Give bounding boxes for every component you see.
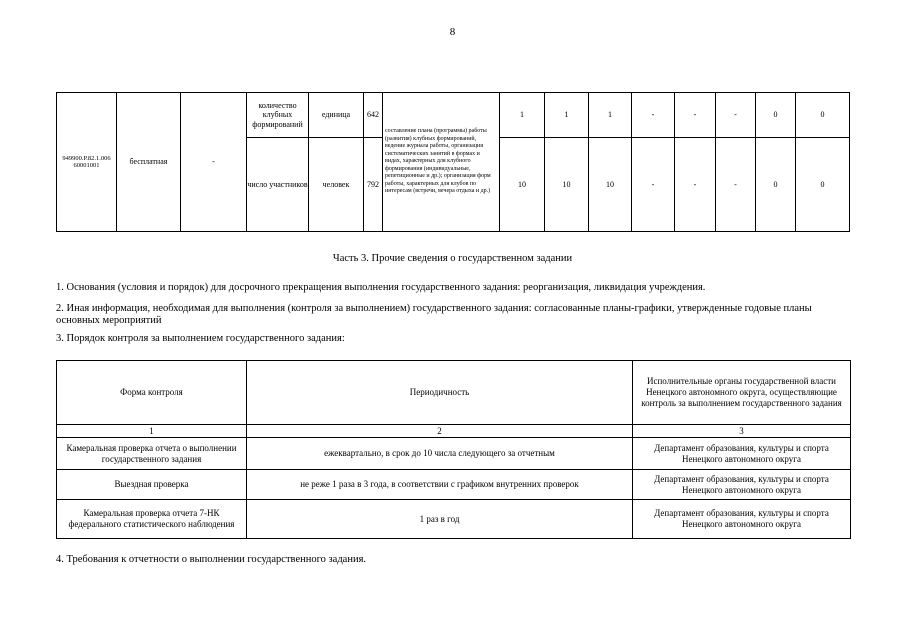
item-4-text: 4. Требования к отчетности о выполнении государственного задания. [56,554,367,565]
value-cell: 10 [500,138,545,232]
dash-cell: - [716,93,756,138]
value-cell: 1 [545,93,589,138]
column-number-cell: 3 [633,425,851,438]
periodicity-cell: не реже 1 раза в 3 года, в соответствии с графиком внутренних проверок [247,470,633,500]
okei-cell: 792 [364,138,383,232]
dash-cell: - [716,138,756,232]
payment-type-cell: бесплатная [117,93,181,232]
dash-cell: - [181,93,247,232]
value-cell: 1 [500,93,545,138]
header-cell: Форма контроля [57,361,247,425]
value-cell: 10 [545,138,589,232]
deviation-cell: 0 [796,93,850,138]
dash-cell: - [632,138,675,232]
column-number-cell: 2 [247,425,633,438]
indicator-cell: количество клубных формирований [247,93,309,138]
services-indicator-table [56,92,850,232]
authority-cell: Департамент образования, культуры и спорта Ненецкого автономного округа [633,470,851,500]
control-form-cell: Камеральная проверка отчета 7-НК федерального статистического наблюдения [57,500,247,539]
table-row [57,470,851,500]
indicator-cell: число участников [247,138,309,232]
control-procedure-table [56,360,851,539]
unit-cell: человек [309,138,364,232]
table-row [57,93,850,138]
deviation-cell: 0 [796,138,850,232]
authority-cell: Департамент образования, культуры и спорта Ненецкого автономного округа [633,500,851,539]
table-header-row [57,361,851,425]
table-row [57,500,851,539]
value-cell: 10 [589,138,632,232]
content-description-cell: составление плана (программы) работы (развития) клубных формирований, ведение журнала работы, организация систематических занятий в формах и видах, характерных для клубного формирования (индивидуальные, репетиционные и др.); организация форм работы, характерных для клубов по интересам (встречи, вечера отдыха и др.) [383,93,500,232]
dash-cell: - [632,93,675,138]
item-1-text: 1. Основания (условия и порядок) для досрочного прекращения выполнения государственного задания: реорганизация, ликвидация учреждения. [56,282,706,293]
authority-cell: Департамент образования, культуры и спорта Ненецкого автономного округа [633,438,851,470]
deviation-cell: 0 [756,138,796,232]
header-cell: Исполнительные органы государственной власти Ненецкого автономного округа, осуществляющие контроль за выполнением государственного задания [633,361,851,425]
deviation-cell: 0 [756,93,796,138]
dash-cell: - [675,93,716,138]
service-code-cell: 949900.Р.82.1.006 60001001 [57,93,117,232]
unit-cell: единица [309,93,364,138]
periodicity-cell: 1 раз в год [247,500,633,539]
header-cell: Периодичность [247,361,633,425]
okei-cell: 642 [364,93,383,138]
value-cell: 1 [589,93,632,138]
dash-cell: - [675,138,716,232]
part3-title: Часть 3. Прочие сведения о государственном задании [332,253,573,264]
page-number: 8 [449,26,456,38]
column-number-cell: 1 [57,425,247,438]
item-3-text: 3. Порядок контроля за выполнением государственного задания: [56,333,345,344]
periodicity-cell: ежеквартально, в срок до 10 числа следующего за отчетным [247,438,633,470]
item-2-text: 2. Иная информация, необходимая для выполнения (контроля за выполнением) государственного задания: согласованные планы-графики, утвержденные годовые планы основных мероприятий [56,303,812,326]
table-number-row [57,425,851,438]
control-form-cell: Выездная проверка [57,470,247,500]
table-row [57,438,851,470]
control-form-cell: Камеральная проверка отчета о выполнении государственного задания [57,438,247,470]
